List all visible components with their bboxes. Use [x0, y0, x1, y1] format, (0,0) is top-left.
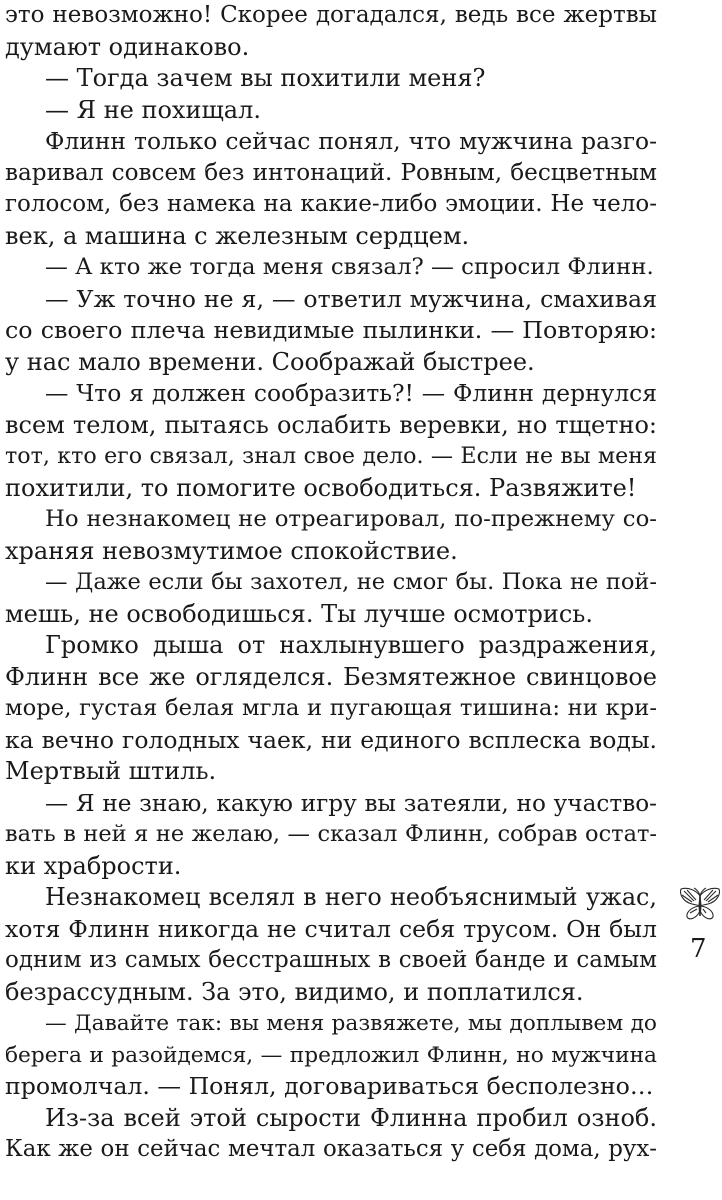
text-line: море, густая белая мгла и пугающая тишина: ни кри-: [5, 695, 657, 721]
text-line: похитили, то помогите освободиться. Развяжите!: [5, 473, 637, 502]
text-line: Флинн только сейчас понял, что мужчина разго-: [45, 127, 657, 155]
text-line: — А кто же тогда меня связал? — спросил Флинн.: [45, 254, 654, 280]
text-line: у нас мало времени. Соображай быстрее.: [5, 347, 535, 376]
text-line: ки храбрости.: [5, 851, 182, 880]
text-line: Как же он сейчас мечтал оказаться у себя дома, рух-: [5, 1136, 657, 1162]
text-line: Мертвый штиль.: [5, 757, 217, 785]
text-line: век, а машина с железным сердцем.: [5, 221, 470, 250]
text-line: — Тогда зачем вы похитили меня?: [45, 64, 486, 92]
text-line: Незнакомец вселял в него необъяснимый ужас,: [45, 883, 657, 911]
text-line: — Я не похищал.: [45, 95, 261, 124]
text-line: безрассудным. За это, видимо, и поплатился.: [5, 977, 584, 1006]
text-line: Флинн все же огляделся. Безмятежное свинцовое: [5, 662, 657, 691]
text-line: варивал совсем без интонаций. Ровным, бесцветным: [5, 159, 657, 186]
text-line: — Уж точно не я, — ответил мужчина, смахивая: [45, 284, 657, 313]
text-line: всем телом, пытаясь ослабить веревки, но тщетно:: [5, 410, 657, 439]
text-line: промолчал. — Понял, договариваться бесполезно…: [5, 1072, 654, 1100]
body-text: [5, 0, 657, 1166]
page-number: 7: [690, 934, 707, 964]
text-line: одним из самых бесстрашных в своей банде и самым: [5, 947, 657, 973]
text-line: думают одинаково.: [5, 32, 250, 61]
text-line: Громко дыша от нахлынувшего раздражения,: [45, 631, 657, 659]
text-line: вать в ней я не желаю, — сказал Флинн, собрав остат-: [5, 821, 657, 847]
text-line: храняя невозмутимое спокойствие.: [5, 536, 458, 565]
text-line: со своего плеча невидимые пылинки. — Повторяю:: [5, 316, 657, 344]
text-line: берега и разойдемся, — предложил Флинн, но мужчина: [5, 1042, 657, 1068]
butterfly-icon: [678, 886, 722, 926]
text-line: Но незнакомец не отреагировал, по-прежнему со-: [45, 506, 657, 532]
text-line: мешь, не освободишься. Ты лучше осмотрись.: [5, 599, 593, 628]
text-line: голосом, без намека на какие-либо эмоции. Не чело-: [5, 191, 657, 217]
text-line: это невозможно! Скорее догадался, ведь все жертвы: [5, 2, 657, 28]
text-line: — Я не знаю, какую игру вы затеяли, но участво-: [45, 789, 657, 817]
text-line: — Что я должен сообразить?! — Флинн дернулся: [45, 379, 657, 407]
text-line: — Даже если бы захотел, не смог бы. Пока не пой-: [45, 569, 657, 595]
text-line: тот, кто его связал, знал свое дело. — Если не вы меня: [5, 443, 657, 469]
text-line: Из-за всей этой сырости Флинна пробил озноб.: [45, 1103, 657, 1132]
text-line: ка вечно голодных чаек, ни единого всплеска воды.: [5, 725, 657, 754]
text-line: хотя Флинн никогда не считал себя трусом. Он был: [5, 914, 657, 943]
text-line: — Давайте так: вы меня развяжете, мы доплывем до: [45, 1011, 657, 1036]
page-margin: [668, 886, 722, 976]
